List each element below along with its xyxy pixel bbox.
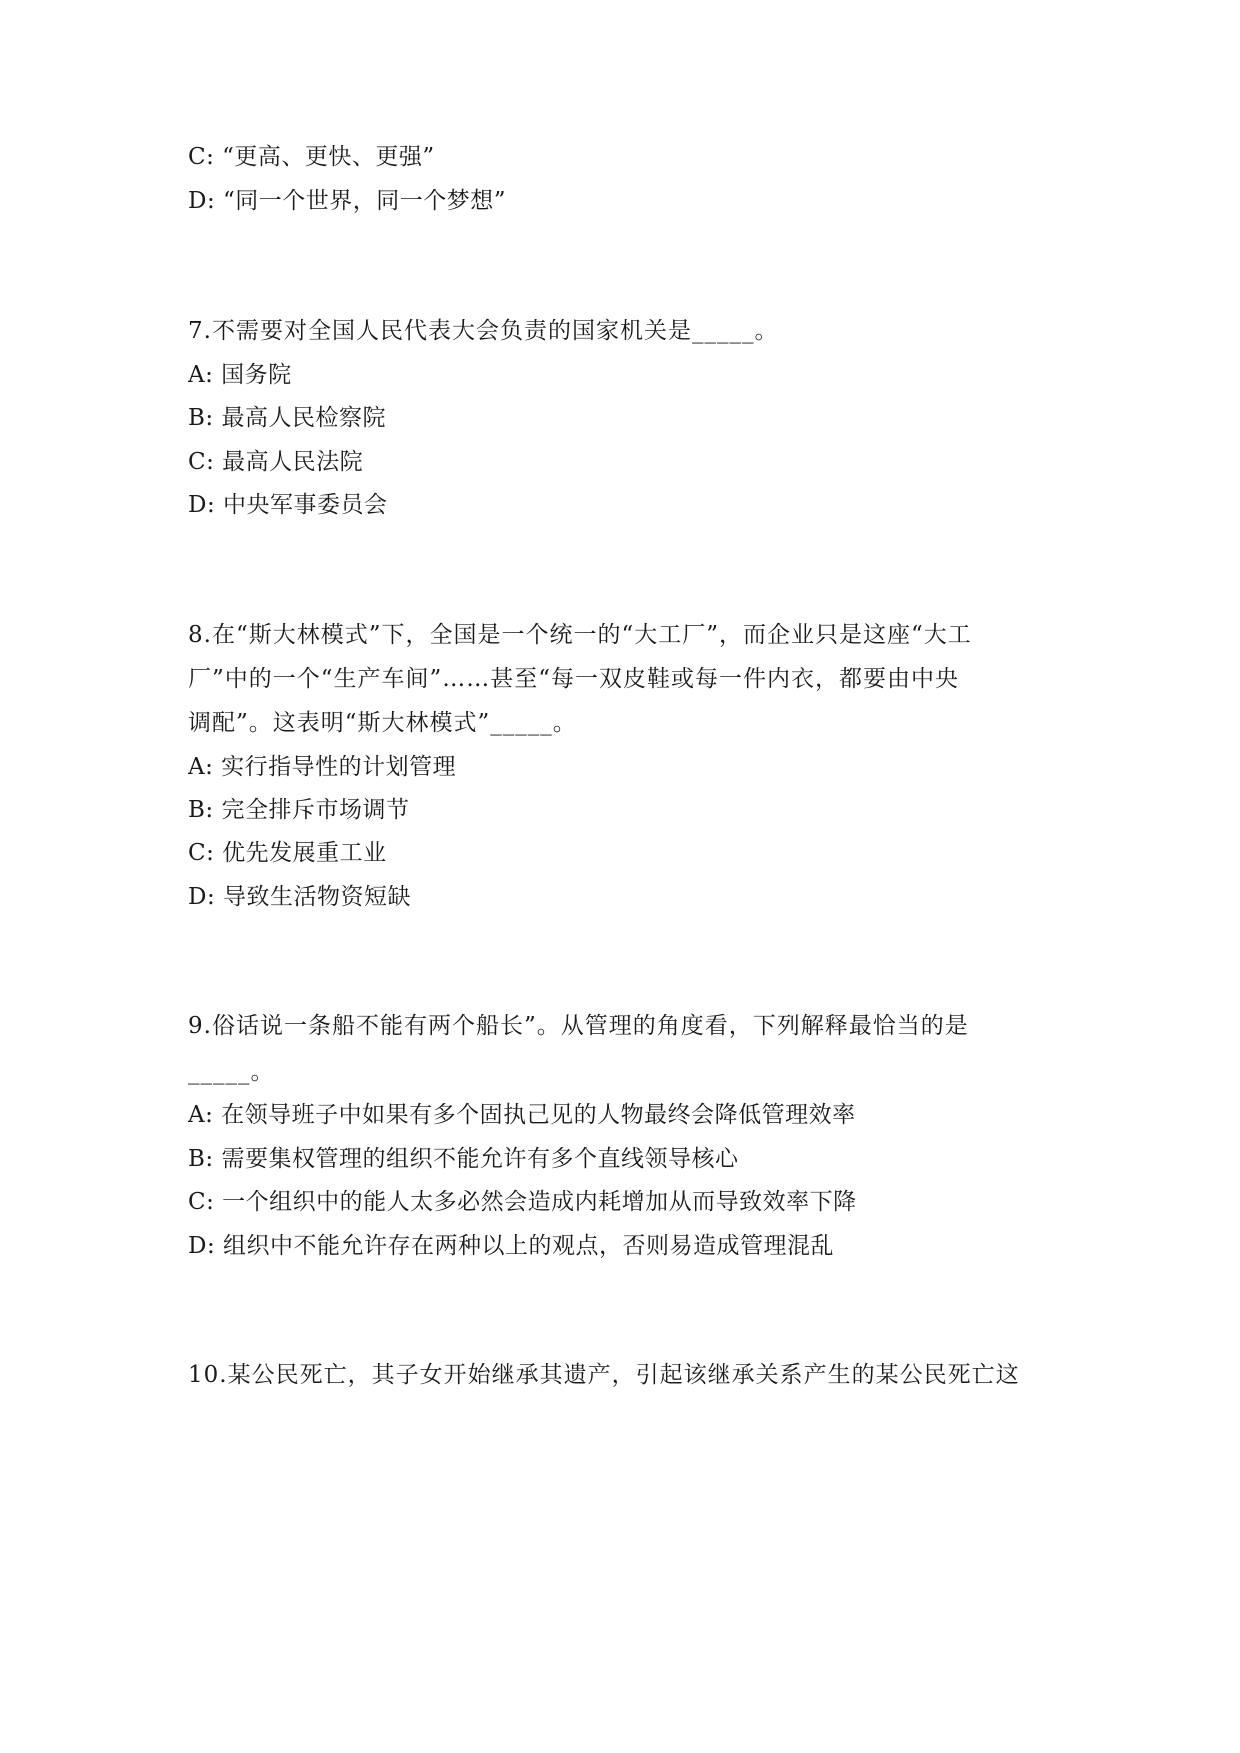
q9-option-a: A: 在领导班子中如果有多个固执己见的人物最终会降低管理效率 xyxy=(188,1102,856,1128)
q9-option-c: C: 一个组织中的能人太多必然会造成内耗增加从而导致效率下降 xyxy=(188,1189,857,1215)
q9-option-b: B: 需要集权管理的组织不能允许有多个直线领导核心 xyxy=(188,1146,739,1172)
q7-option-b: B: 最高人民检察院 xyxy=(188,405,386,431)
q9-option-d: D: 组织中不能允许存在两种以上的观点，否则易造成管理混乱 xyxy=(188,1233,835,1259)
q9-stem-line: _____。 xyxy=(188,1059,275,1085)
q7-option-d: D: 中央军事委员会 xyxy=(188,492,388,518)
q8-option-a: A: 实行指导性的计划管理 xyxy=(188,754,457,780)
q6-option-c: C: “更高、更快、更强” xyxy=(188,144,435,170)
q8-stem-line: 8.在“斯大林模式”下，全国是一个统一的“大工厂”，而企业只是这座“大工 xyxy=(188,622,972,648)
q7-option-a: A: 国务院 xyxy=(188,362,292,388)
q6-option-d: D: “同一个世界，同一个梦想” xyxy=(188,188,507,214)
q7-stem: 7.不需要对全国人民代表大会负责的国家机关是_____。 xyxy=(188,318,779,344)
q8-option-d: D: 导致生活物资短缺 xyxy=(188,884,412,910)
q8-option-b: B: 完全排斥市场调节 xyxy=(188,797,410,823)
q8-stem-line: 调配”。这表明“斯大林模式”_____。 xyxy=(188,710,577,736)
q10-stem-line: 10.某公民死亡，其子女开始继承其遗产，引起该继承关系产生的某公民死亡这 xyxy=(188,1362,1020,1388)
q9-stem-line: 9.俗话说一条船不能有两个船长”。从管理的角度看，下列解释最恰当的是 xyxy=(188,1013,969,1039)
q8-option-c: C: 优先发展重工业 xyxy=(188,840,387,866)
q7-option-c: C: 最高人民法院 xyxy=(188,449,364,475)
q8-stem-line: 厂”中的一个“生产车间”……甚至“每一双皮鞋或每一件内衣，都要由中央 xyxy=(188,666,960,692)
